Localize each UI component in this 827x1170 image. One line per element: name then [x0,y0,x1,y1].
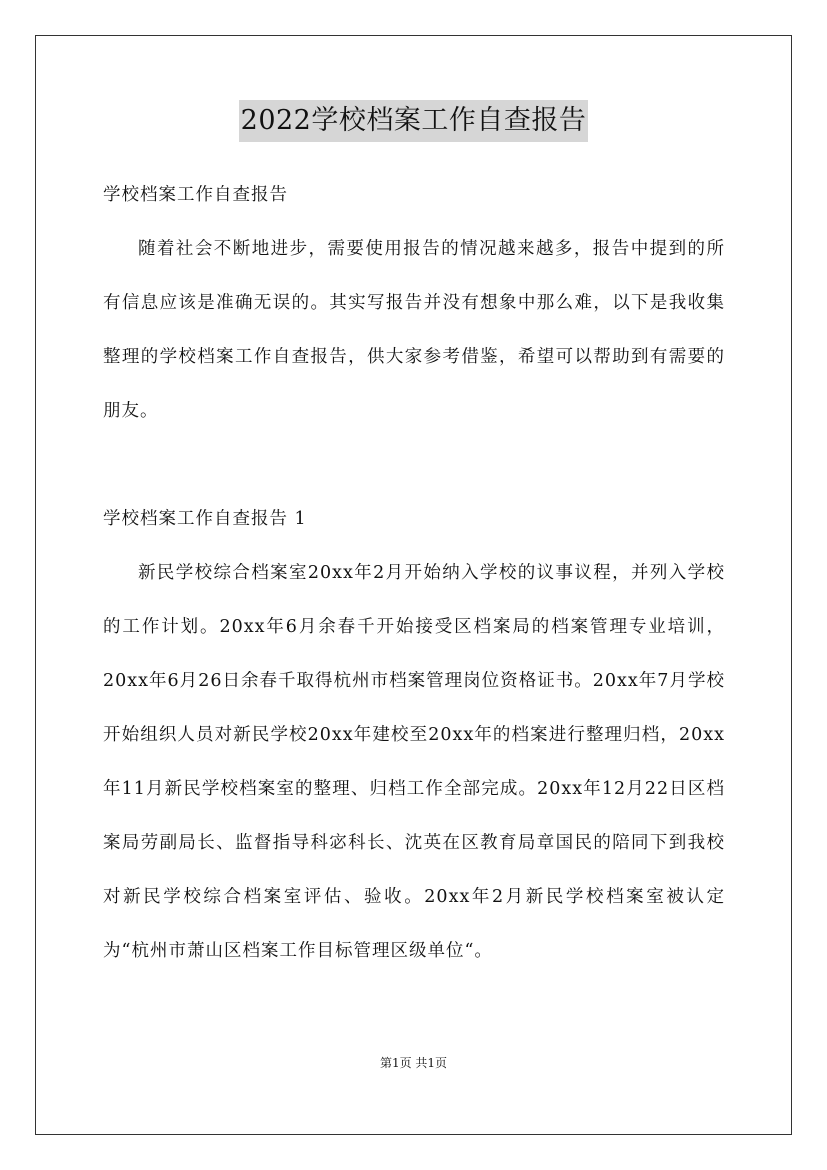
section1-paragraph: 新民学校综合档案室20xx年2月开始纳入学校的议事议程，并列入学校的工作计划。20xx年6月余春千开始接受区档案局的档案管理专业培训，20xx年6月26日余春千取得杭州市档案管理岗位资格证书。20xx年7月学校开始组织人员对新民学校20xx年建校至20xx年的档案进行整理归档，20xx年11月新民学校档案室的整理、归档工作全部完成。20xx年12月22日区档案局劳副局长、监督指导科宓科长、沈英在区教育局章国民的陪同下到我校对新民学校综合档案室评估、验收。20xx年2月新民学校档案室被认定为“杭州市萧山区档案工作目标管理区级单位“。 [103,563,725,961]
section1-heading: 学校档案工作自查报告 1 [103,509,307,529]
intro-heading: 学校档案工作自查报告 [103,185,288,205]
page-footer: 第1页 共1页 [379,1056,448,1070]
document-body [103,168,725,978]
intro-paragraph: 随着社会不断地进步，需要使用报告的情况越来越多，报告中提到的所有信息应该是准确无误的。其实写报告并没有想象中那么难，以下是我收集整理的学校档案工作自查报告，供大家参考借鉴，希望可以帮助到有需要的朋友。 [103,239,725,421]
section-spacer [103,438,725,492]
document-title: 2022学校档案工作自查报告 [239,100,589,142]
title-container [0,100,827,142]
